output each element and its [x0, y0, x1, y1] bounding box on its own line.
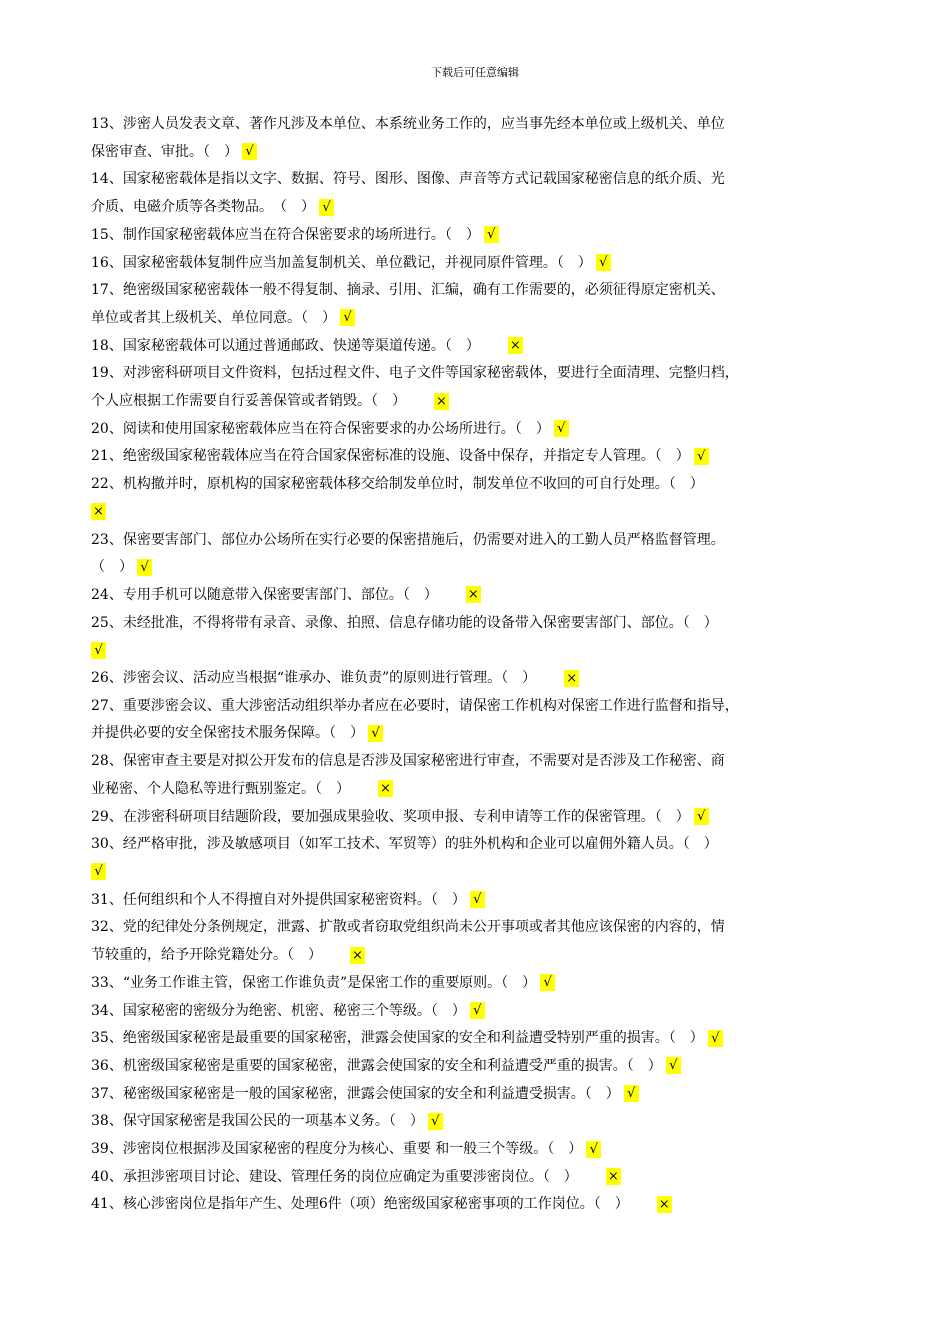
- question-text: 介质、电磁介质等各类物品。 （ ）: [91, 199, 315, 216]
- question-text: 32、党的纪律处分条例规定，泄露、扩散或者窃取党组织尚未公开事项或者其他应该保密的内容的，情: [91, 919, 725, 936]
- question-item: [91, 887, 861, 915]
- question-line: [91, 388, 861, 416]
- question-text: 节较重的，给予开除党籍处分。（ ）: [91, 947, 322, 964]
- question-text: 19、对涉密科研项目文件资料，包括过程文件、电子文件等国家秘密载体，要进行全面清理、完整归档，: [91, 365, 739, 382]
- question-text: 16、国家秘密载体复制件应当加盖复制机关、单位戳记，并视同原件管理。（ ）: [91, 254, 592, 271]
- check-mark-icon: √: [242, 143, 257, 160]
- question-line: [91, 166, 861, 194]
- check-mark-icon: √: [470, 1002, 485, 1019]
- question-item: [91, 277, 861, 332]
- question-text: 单位或者其上级机关、单位同意。（ ）: [91, 309, 336, 326]
- question-item: [91, 1108, 861, 1136]
- question-item: [91, 804, 861, 832]
- question-line: [91, 554, 861, 582]
- question-line: [91, 305, 861, 333]
- cross-mark-icon: ×: [466, 586, 481, 603]
- question-text: 18、国家秘密载体可以通过普通邮政、快递等渠道传递。（ ）: [91, 337, 480, 354]
- check-mark-icon: √: [666, 1057, 681, 1074]
- cross-mark-icon: ×: [434, 393, 449, 410]
- question-line: [91, 804, 861, 832]
- question-item: [91, 748, 861, 803]
- question-list: [91, 111, 861, 1219]
- question-text: 33、“业务工作谁主管，保密工作谁负责”是保密工作的重要原则。（ ）: [91, 974, 537, 991]
- check-mark-icon: √: [586, 1141, 601, 1158]
- question-item: [91, 471, 861, 526]
- question-text: 保密审查、审批。（ ）: [91, 143, 238, 160]
- question-item: [91, 693, 861, 748]
- question-text: 39、涉密岗位根据涉及国家秘密的程度分为核心、重要 和一般三个等级。（ ）: [91, 1141, 583, 1158]
- question-text: 21、绝密级国家秘密载体应当在符合国家保密标准的设施、设备中保存，并指定专人管理。（ ）: [91, 448, 690, 465]
- question-text: 34、国家秘密的密级分为绝密、机密、秘密三个等级。（ ）: [91, 1002, 466, 1019]
- question-line: [91, 277, 861, 305]
- question-text: 个人应根据工作需要自行妥善保管或者销毁。（ ）: [91, 393, 406, 410]
- question-line: [91, 748, 861, 776]
- cross-mark-icon: ×: [508, 337, 523, 354]
- check-mark-icon: √: [91, 863, 106, 880]
- question-line: [91, 1053, 861, 1081]
- question-line: [91, 914, 861, 942]
- check-mark-icon: √: [694, 448, 709, 465]
- check-mark-icon: √: [91, 642, 106, 659]
- question-line: [91, 693, 861, 721]
- cross-mark-icon: ×: [564, 670, 579, 687]
- question-item: [91, 250, 861, 278]
- question-text: 27、重要涉密会议、重大涉密活动组织举办者应在必要时，请保密工作机构对保密工作进行监督和指导，: [91, 697, 739, 714]
- answer-line: [91, 499, 861, 527]
- question-line: [91, 333, 861, 361]
- answer-line: [91, 859, 861, 887]
- question-line: [91, 1136, 861, 1164]
- question-line: [91, 970, 861, 998]
- question-line: [91, 360, 861, 388]
- check-mark-icon: √: [470, 891, 485, 908]
- question-item: [91, 1053, 861, 1081]
- question-line: [91, 998, 861, 1026]
- question-item: [91, 914, 861, 969]
- check-mark-icon: √: [340, 309, 355, 326]
- check-mark-icon: √: [319, 199, 334, 216]
- question-text: 15、制作国家秘密载体应当在符合保密要求的场所进行。（ ）: [91, 226, 480, 243]
- question-line: [91, 942, 861, 970]
- question-item: [91, 970, 861, 998]
- question-line: [91, 1164, 861, 1192]
- check-mark-icon: √: [137, 559, 152, 576]
- question-text: 38、保守国家秘密是我国公民的一项基本义务。（ ）: [91, 1113, 424, 1130]
- question-text: 23、保密要害部门、部位办公场所在实行必要的保密措施后，仍需要对进入的工勤人员严格监督管理。: [91, 531, 725, 548]
- question-text: 36、机密级国家秘密是重要的国家秘密，泄露会使国家的安全和利益遭受严重的损害。（ ）: [91, 1057, 662, 1074]
- question-line: [91, 250, 861, 278]
- question-line: [91, 1081, 861, 1109]
- question-item: [91, 665, 861, 693]
- question-text: 14、国家秘密载体是指以文字、数据、符号、图形、图像、声音等方式记载国家秘密信息的纸介质、光: [91, 171, 725, 188]
- question-text: 29、在涉密科研项目结题阶段，要加强成果验收、奖项申报、专利申请等工作的保密管理。（ ）: [91, 808, 690, 825]
- question-line: [91, 1108, 861, 1136]
- question-line: [91, 139, 861, 167]
- question-text: 20、阅读和使用国家秘密载体应当在符合保密要求的办公场所进行。（ ）: [91, 420, 550, 437]
- page-header: 下载后可任意编辑: [431, 66, 519, 79]
- question-line: [91, 222, 861, 250]
- question-text: 22、机构撤并时，原机构的国家秘密载体移交给制发单位时，制发单位不收回的可自行处理。（ ）: [91, 476, 704, 493]
- cross-mark-icon: ×: [350, 947, 365, 964]
- question-line: [91, 111, 861, 139]
- question-line: [91, 416, 861, 444]
- question-text: 40、承担涉密项目讨论、建设、管理任务的岗位应确定为重要涉密岗位。（ ）: [91, 1168, 578, 1185]
- question-text: 28、保密审查主要是对拟公开发布的信息是否涉及国家秘密进行审查，不需要对是否涉及工作秘密、商: [91, 753, 725, 770]
- check-mark-icon: √: [554, 420, 569, 437]
- question-item: [91, 443, 861, 471]
- answer-line: [91, 637, 861, 665]
- question-text: （ ）: [91, 559, 133, 576]
- question-item: [91, 610, 861, 665]
- question-item: [91, 831, 861, 886]
- question-line: [91, 1191, 861, 1219]
- question-item: [91, 1025, 861, 1053]
- check-mark-icon: √: [624, 1085, 639, 1102]
- question-item: [91, 998, 861, 1026]
- question-line: [91, 527, 861, 555]
- question-line: [91, 776, 861, 804]
- check-mark-icon: √: [708, 1030, 723, 1047]
- question-line: [91, 610, 861, 638]
- question-line: [91, 720, 861, 748]
- check-mark-icon: √: [368, 725, 383, 742]
- question-item: [91, 333, 861, 361]
- question-item: [91, 416, 861, 444]
- question-text: 31、任何组织和个人不得擅自对外提供国家秘密资料。（ ）: [91, 891, 466, 908]
- question-line: [91, 194, 861, 222]
- question-item: [91, 582, 861, 610]
- question-text: 26、涉密会议、活动应当根据“谁承办、谁负责”的原则进行管理。（ ）: [91, 670, 537, 687]
- question-text: 37、秘密级国家秘密是一般的国家秘密，泄露会使国家的安全和利益遭受损害。（ ）: [91, 1085, 620, 1102]
- question-line: [91, 887, 861, 915]
- question-text: 业秘密、个人隐私等进行甄别鉴定。（ ）: [91, 780, 350, 797]
- question-text: 25、未经批准，不得将带有录音、录像、拍照、信息存储功能的设备带入保密要害部门、部位。（ ）: [91, 614, 718, 631]
- question-text: 41、核心涉密岗位是指年产生、处理6件（项）绝密级国家秘密事项的工作岗位。（ ）: [91, 1196, 629, 1213]
- question-text: 并提供必要的安全保密技术服务保障。（ ）: [91, 725, 364, 742]
- question-line: [91, 471, 861, 499]
- cross-mark-icon: ×: [657, 1196, 672, 1213]
- question-line: [91, 1025, 861, 1053]
- question-line: [91, 443, 861, 471]
- question-text: 17、绝密级国家秘密载体一般不得复制、摘录、引用、汇编，确有工作需要的，必须征得原定密机关、: [91, 282, 725, 299]
- question-text: 30、经严格审批，涉及敏感项目（如军工技术、军贸等）的驻外机构和企业可以雇佣外籍人员。（ ）: [91, 836, 718, 853]
- question-item: [91, 1164, 861, 1192]
- question-text: 13、涉密人员发表文章、著作凡涉及本单位、本系统业务工作的，应当事先经本单位或上级机关、单位: [91, 116, 725, 132]
- check-mark-icon: √: [540, 974, 555, 991]
- question-line: [91, 582, 861, 610]
- check-mark-icon: √: [484, 226, 499, 243]
- question-item: [91, 111, 861, 166]
- question-text: 24、专用手机可以随意带入保密要害部门、部位。（ ）: [91, 586, 438, 603]
- cross-mark-icon: ×: [91, 503, 106, 520]
- check-mark-icon: √: [596, 254, 611, 271]
- cross-mark-icon: ×: [378, 780, 393, 797]
- check-mark-icon: √: [694, 808, 709, 825]
- question-line: [91, 831, 861, 859]
- question-item: [91, 1136, 861, 1164]
- question-item: [91, 1191, 861, 1219]
- cross-mark-icon: ×: [606, 1168, 621, 1185]
- check-mark-icon: √: [428, 1113, 443, 1130]
- question-item: [91, 527, 861, 582]
- question-item: [91, 222, 861, 250]
- question-line: [91, 665, 861, 693]
- question-item: [91, 360, 861, 415]
- question-text: 35、绝密级国家秘密是最重要的国家秘密，泄露会使国家的安全和利益遭受特别严重的损害。（ ）: [91, 1030, 704, 1047]
- question-item: [91, 166, 861, 221]
- question-item: [91, 1081, 861, 1109]
